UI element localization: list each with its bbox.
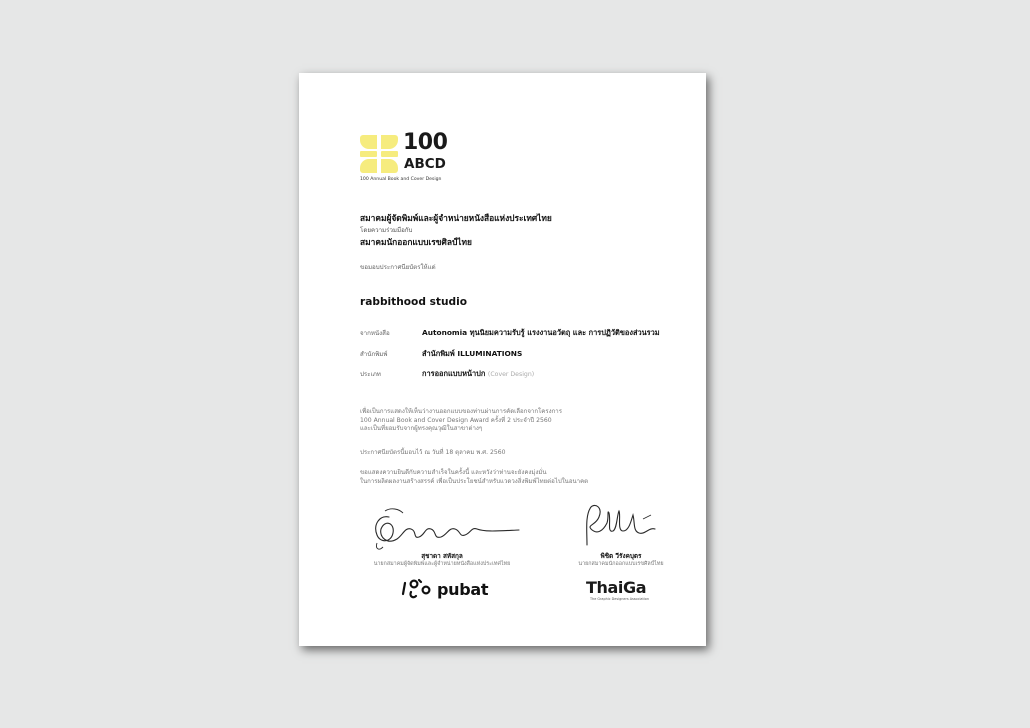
pubat-mark-icon <box>400 578 434 600</box>
paragraph-1-line-3: และเป็นที่ยอมรับจากผู้ทรงคุณวุฒิในสาขาต่างๆ <box>360 425 483 433</box>
presentation-text: ขอมอบประกาศนียบัตรให้แด่ <box>360 264 436 271</box>
pubat-wordmark: pubat <box>437 579 489 599</box>
signatory-2-name: พิชิต วีรังคบุตร <box>600 552 642 560</box>
book-value: Autonomia ทุนนิยมความรับรู้ แรงงานอวัตถุ และ การปฏิวัติของส่วนรวม <box>422 328 660 337</box>
paragraph-1-line-2: 100 Annual Book and Cover Design Award ครั้งที่ 2 ประจำปี 2560 <box>360 416 552 424</box>
category-label: ประเภท <box>360 371 381 378</box>
partner-name: สมาคมนักออกแบบเรขศิลป์ไทย <box>360 237 472 247</box>
signature-right <box>573 501 673 551</box>
publisher-value: สำนักพิมพ์ ILLUMINATIONS <box>422 349 523 358</box>
signature-left <box>367 505 527 555</box>
signatory-1-title: นายกสมาคมผู้จัดพิมพ์และผู้จำหน่ายหนังสือแห่งประเทศไทย <box>373 561 511 567</box>
logo-letters: ABCD <box>404 156 446 172</box>
signatory-2-title: นายกสมาคมนักออกแบบเรขศิลป์ไทย <box>578 561 664 567</box>
organizer-name: สมาคมผู้จัดพิมพ์และผู้จำหน่ายหนังสือแห่งประเทศไทย <box>360 213 552 223</box>
thaiga-subtitle: The Graphic Designers Association <box>590 597 650 601</box>
paragraph-1-line-1: เพื่อเป็นการแสดงให้เห็นว่างานออกแบบของท่านผ่านการคัดเลือกจากโครงการ <box>360 408 562 415</box>
signatory-1-name: สุชาดา สหัสกุล <box>421 552 463 560</box>
pubat-logo <box>400 578 488 600</box>
book-label: จากหนังสือ <box>360 330 390 337</box>
abcd-logo-mark <box>360 135 398 173</box>
category-value <box>422 368 534 380</box>
paragraph-2-line-2: ในการผลิตผลงานสร้างสรรค์ เพื่อเป็นประโยชน์สำหรับแวดวงสิ่งพิมพ์ไทยต่อไปในอนาคต <box>360 477 589 485</box>
recipient-name: rabbithood studio <box>360 296 468 308</box>
thaiga-wordmark: ThaiGa <box>586 578 647 597</box>
cooperation-label: โดยความร่วมมือกับ <box>360 227 413 234</box>
certificate <box>299 73 706 646</box>
paragraph-2-line-1: ขอแสดงความยินดีกับความสำเร็จในครั้งนี้ และหวังว่าท่านจะยังคงมุ่งมั่น <box>360 469 547 476</box>
category-thai: การออกแบบหน้าปก <box>422 369 486 378</box>
issue-date: ประกาศนียบัตรนี้มอบไว้ ณ วันที่ 18 ตุลาคม พ.ศ. 2560 <box>360 449 506 456</box>
publisher-label: สำนักพิมพ์ <box>360 351 388 358</box>
logo-subtitle: 100 Annual Book and Cover Design <box>360 177 442 182</box>
category-english: (Cover Design) <box>487 371 535 378</box>
logo-petals <box>360 135 398 173</box>
logo-number: 100 <box>403 130 448 155</box>
